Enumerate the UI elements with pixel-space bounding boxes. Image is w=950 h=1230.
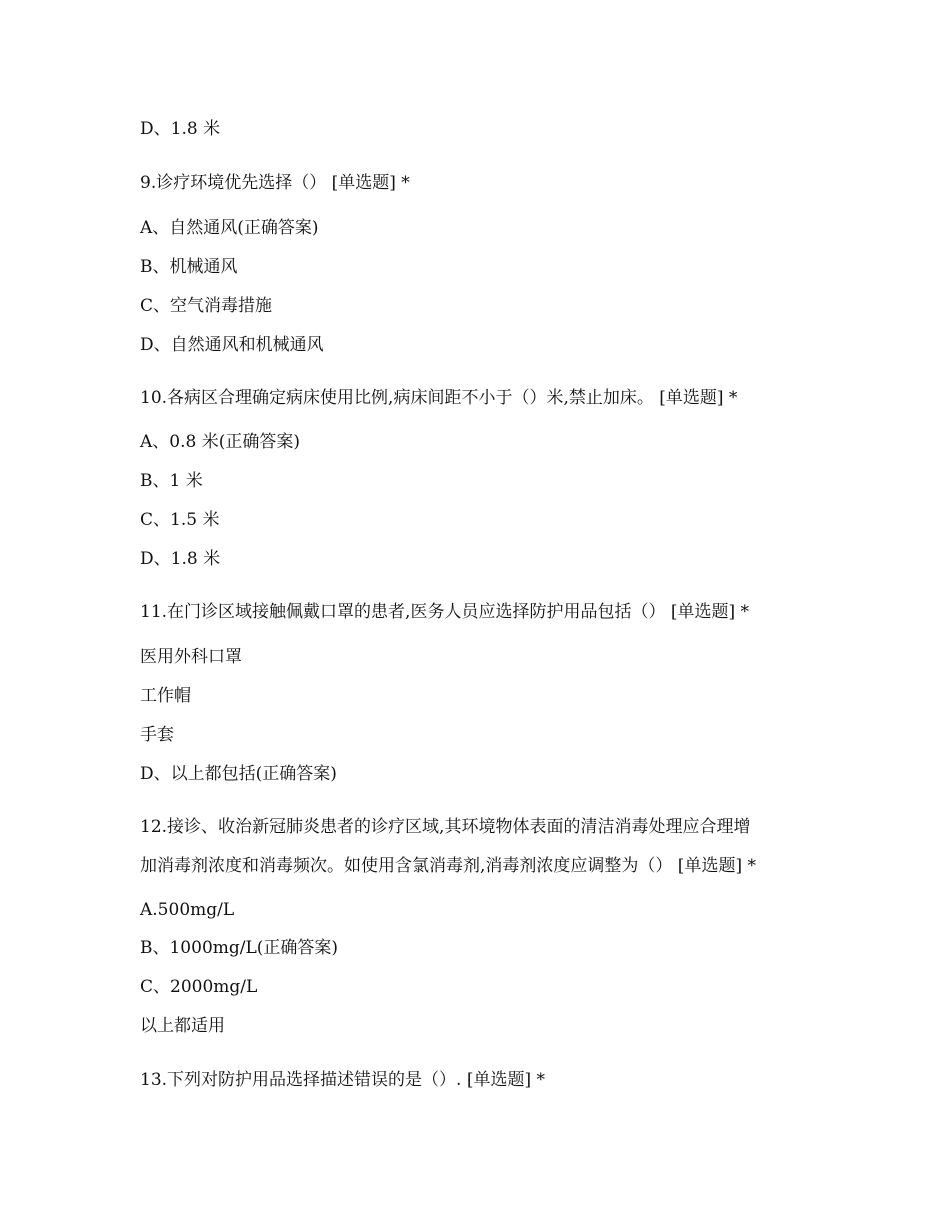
- question-11-text: 11.在门诊区域接触佩戴口罩的患者,医务人员应选择防护用品包括（） [单选题] *: [140, 602, 750, 622]
- option-q10-a: A、0.8 米(正确答案): [140, 432, 300, 452]
- option-q10-d: D、1.8 米: [140, 549, 221, 569]
- question-12-text-line1: 12.接诊、收治新冠肺炎患者的诊疗区域,其环境物体表面的清洁消毒处理应合理增: [140, 817, 751, 837]
- option-q11-1: 医用外科口罩: [140, 647, 242, 667]
- option-q11-d: D、以上都包括(正确答案): [140, 764, 337, 784]
- option-q11-2: 工作帽: [140, 686, 191, 706]
- option-q9-b: B、机械通风: [140, 257, 238, 277]
- option-q9-a: A、自然通风(正确答案): [140, 218, 319, 238]
- option-q12-b: B、1000mg/L(正确答案): [140, 938, 339, 958]
- option-q10-c: C、1.5 米: [140, 510, 220, 530]
- option-q9-d: D、自然通风和机械通风: [140, 335, 324, 355]
- question-13-text: 13.下列对防护用品选择描述错误的是（）. [单选题] *: [140, 1070, 546, 1090]
- option-q8-d: D、1.8 米: [140, 119, 221, 139]
- option-q11-3: 手套: [140, 725, 174, 745]
- option-q12-a: A.500mg/L: [140, 900, 235, 920]
- question-10-text: 10.各病区合理确定病床使用比例,病床间距不小于（）米,禁止加床。 [单选题] *: [140, 388, 738, 408]
- question-12-text-line2: 加消毒剂浓度和消毒频次。如使用含氯消毒剂,消毒剂浓度应调整为（） [单选题] *: [140, 856, 756, 876]
- option-q12-c: C、2000mg/L: [140, 977, 258, 997]
- option-q9-c: C、空气消毒措施: [140, 296, 273, 316]
- option-q10-b: B、1 米: [140, 471, 203, 491]
- option-q12-4: 以上都适用: [140, 1016, 225, 1036]
- question-9-text: 9.诊疗环境优先选择（） [单选题] *: [140, 173, 410, 193]
